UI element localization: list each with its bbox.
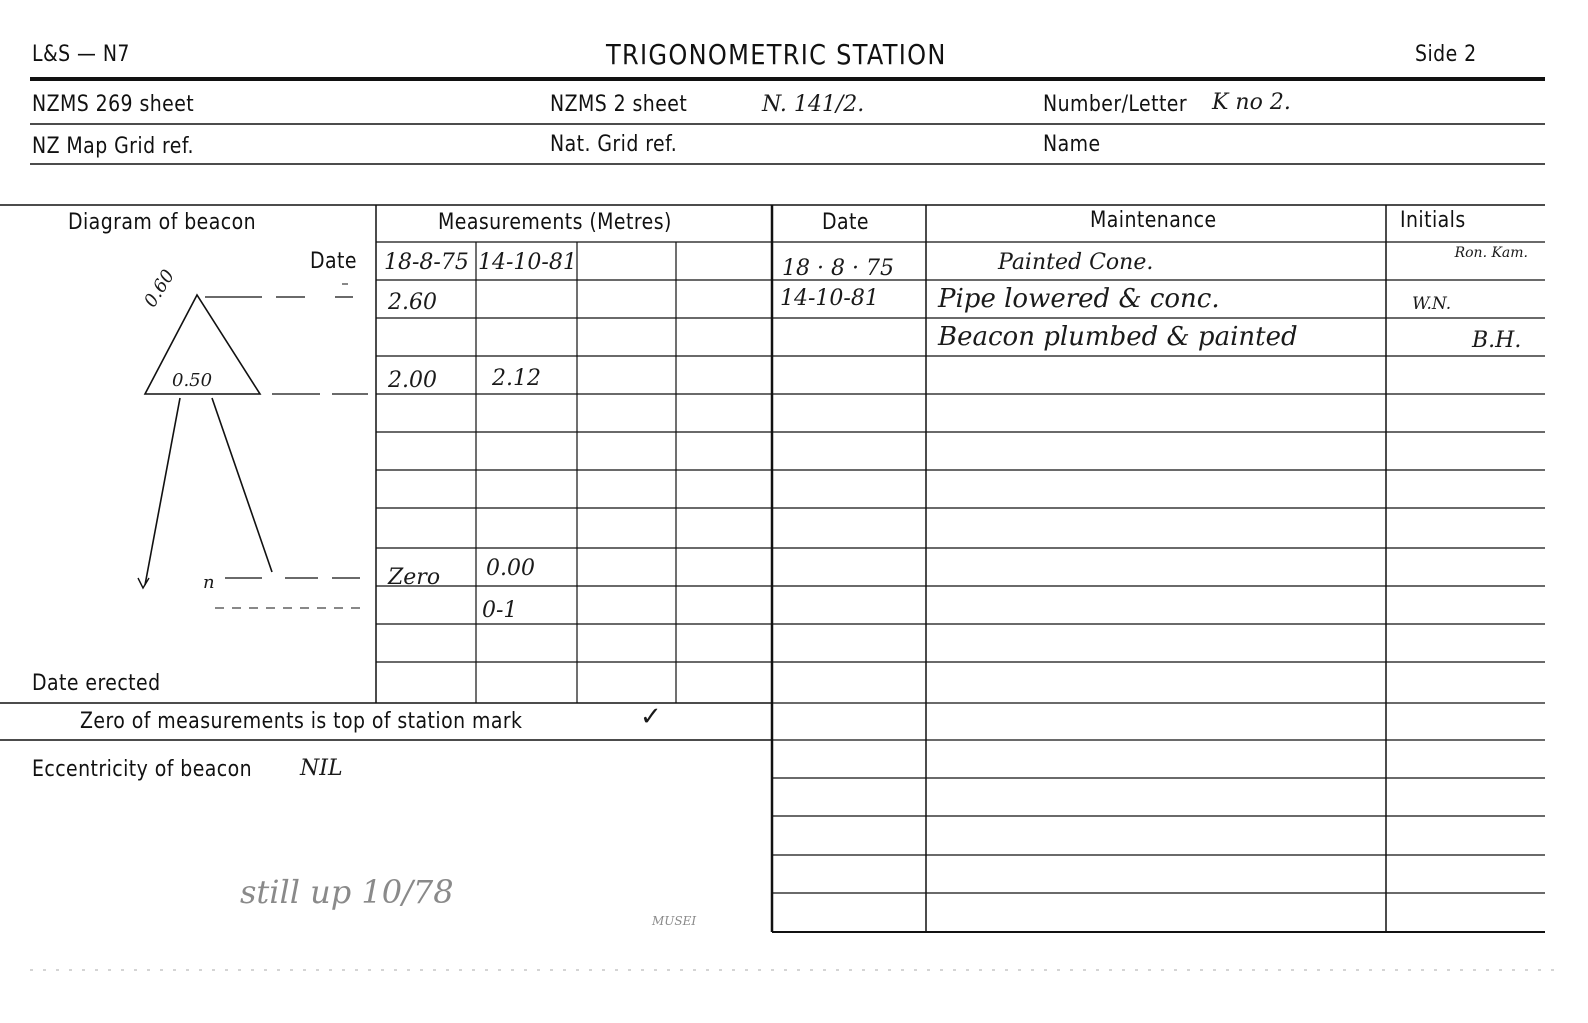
pencil-note-initials: MUSEI	[652, 914, 697, 928]
measurement-cell: 2.12	[492, 366, 541, 391]
measurement-date-1: 18-8-75	[384, 250, 469, 275]
measurement-cell: 0.00	[486, 556, 535, 581]
maintenance-entry-text: Painted Cone.	[998, 250, 1154, 275]
measurement-cell: Zero	[388, 565, 441, 590]
number-letter-label: Number/Letter	[1043, 92, 1188, 117]
maintenance-header: Maintenance	[1090, 208, 1217, 233]
nzms269-label: NZMS 269 sheet	[32, 92, 195, 117]
nat-grid-label: Nat. Grid ref.	[550, 132, 678, 157]
nzms2-value: N. 141/2.	[762, 92, 865, 117]
number-letter-value: K no 2.	[1212, 90, 1291, 115]
measurement-cell: 2.00	[388, 368, 437, 393]
beacon-side-length: 0.60	[140, 266, 180, 312]
form-code: L&S — N7	[32, 42, 130, 67]
map-grid-label: NZ Map Grid ref.	[32, 134, 194, 159]
maintenance-entry-text: Pipe lowered & conc.	[938, 284, 1220, 314]
pencil-note: still up 10/78	[240, 873, 454, 911]
initials-header: Initials	[1400, 208, 1466, 233]
eccentricity-value: NIL	[300, 756, 343, 781]
side-label: Side 2	[1415, 42, 1477, 67]
maintenance-entry-initials: W.N.	[1412, 294, 1452, 314]
date-erected-label: Date erected	[32, 671, 161, 696]
measurement-cell: 0-1	[482, 598, 518, 623]
maintenance-entry-initials: B.H.	[1472, 328, 1522, 353]
eccentricity-label: Eccentricity of beacon	[32, 757, 253, 782]
maintenance-entry-text: Beacon plumbed & painted	[938, 322, 1298, 352]
zero-note: Zero of measurements is top of station mark	[80, 709, 523, 734]
beacon-foot-mark: n	[203, 572, 215, 593]
form-title: TRIGONOMETRIC STATION	[606, 38, 947, 71]
zero-checkmark: ✓	[640, 702, 662, 732]
beacon-base-width: 0.50	[172, 370, 213, 391]
measurement-date-2: 14-10-81	[478, 250, 577, 275]
maintenance-entry-date: 14-10-81	[780, 286, 879, 311]
measurement-cell: 2.60	[388, 290, 437, 315]
diagram-heading: Diagram of beacon	[68, 210, 257, 235]
measurements-heading: Measurements (Metres)	[438, 210, 672, 235]
diagram-date-label: Date	[310, 249, 357, 274]
name-label: Name	[1043, 132, 1101, 157]
maintenance-date-header: Date	[822, 210, 869, 235]
nzms2-label: NZMS 2 sheet	[550, 92, 688, 117]
beacon-diagram	[138, 284, 368, 608]
maintenance-entry-date: 18 · 8 · 75	[782, 256, 894, 281]
maintenance-entry-initials: Ron. Kam.	[1454, 245, 1528, 261]
